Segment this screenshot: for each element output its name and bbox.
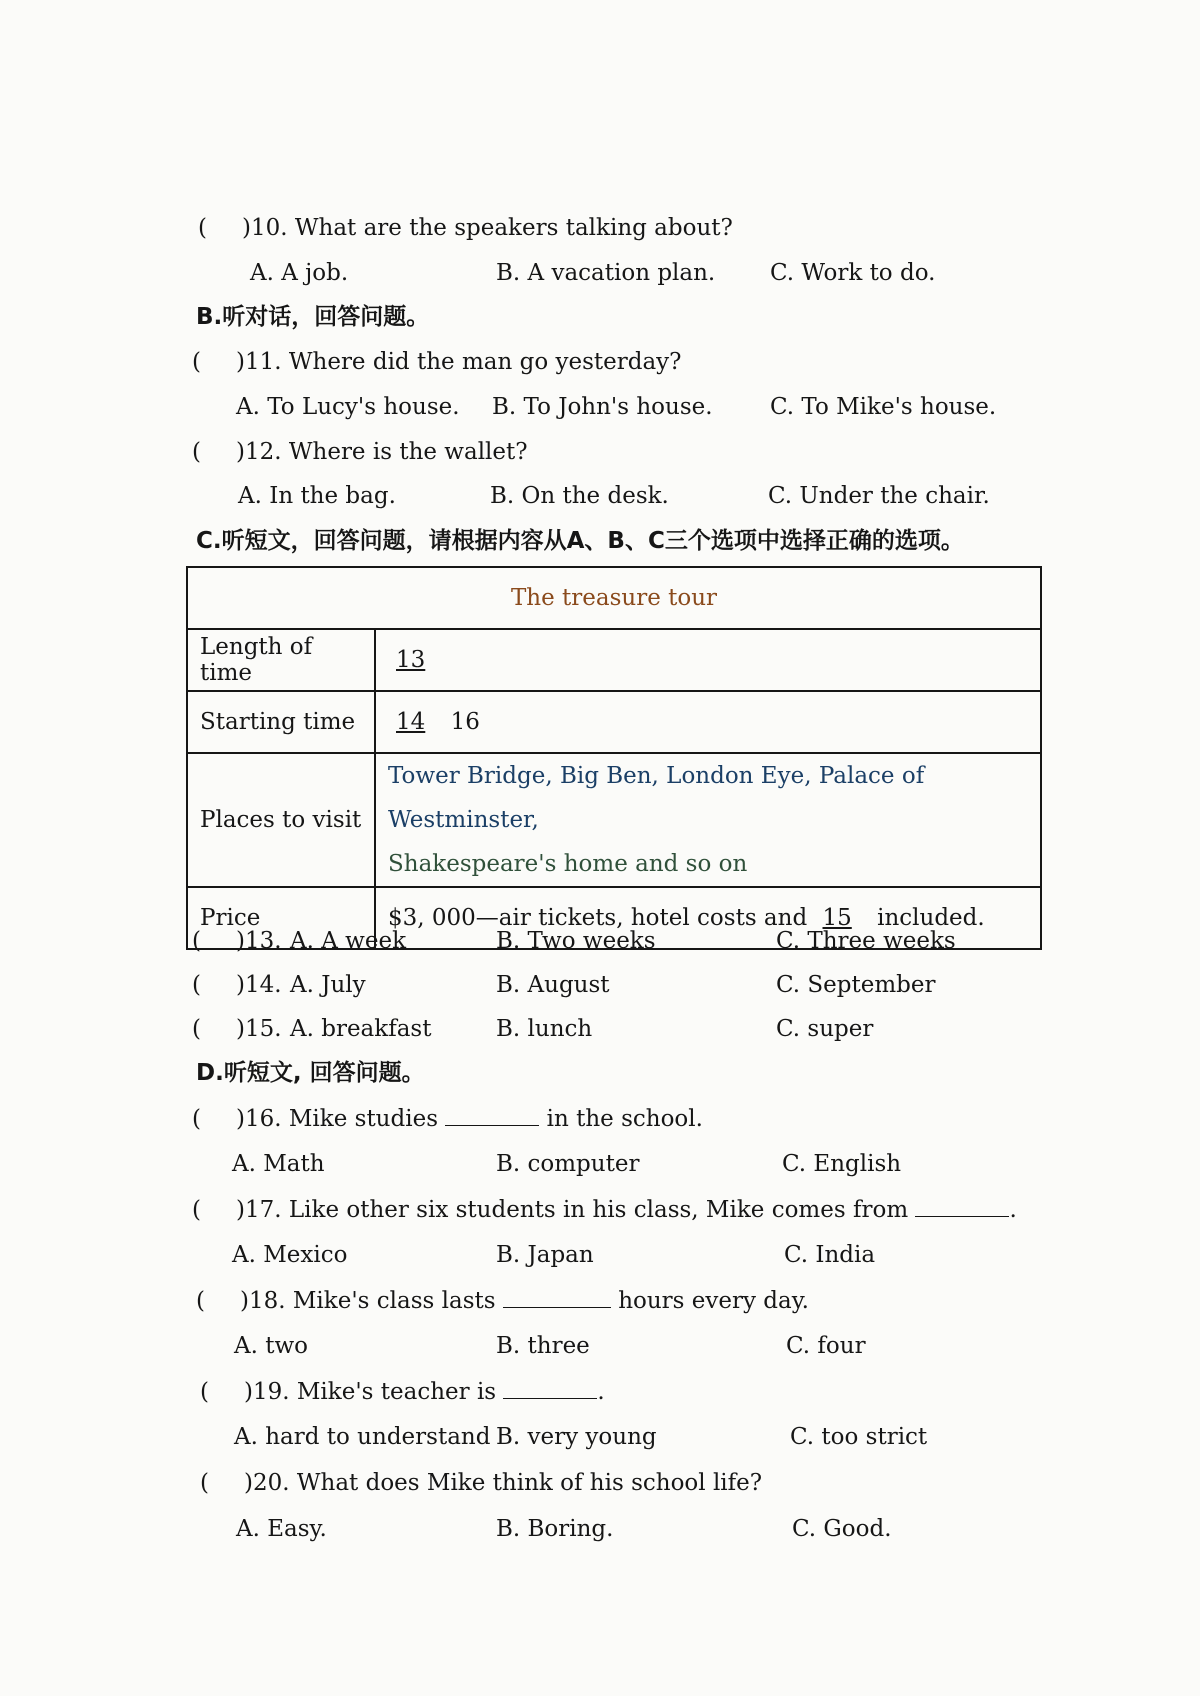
question-stem: Where is the wallet?	[288, 439, 528, 465]
option-a[interactable]: A. In the bag.	[238, 483, 396, 509]
question-number: )20.	[244, 1470, 290, 1496]
question-number: )11.	[236, 349, 282, 375]
option-b[interactable]: B. Boring.	[496, 1516, 614, 1542]
option-c[interactable]: C. Good.	[792, 1516, 892, 1542]
row-label: Starting time	[187, 691, 375, 753]
answer-paren[interactable]: (	[198, 215, 207, 241]
table-row	[187, 691, 1041, 753]
answer-blank[interactable]: 15	[822, 905, 852, 931]
question-stem-end: .	[1009, 1197, 1017, 1223]
question-17	[192, 1194, 1017, 1225]
question-13	[192, 926, 282, 956]
option-c[interactable]: C. Work to do.	[770, 260, 936, 286]
option-b[interactable]: B. three	[496, 1333, 590, 1359]
places-line-1: Tower Bridge, Big Ben, London Eye, Palace of Westminster,	[388, 763, 925, 833]
table-row	[187, 753, 1041, 887]
treasure-tour-table	[186, 566, 1042, 950]
question-stem-end: hours every day.	[618, 1288, 809, 1314]
question-stem: Where did the man go yesterday?	[288, 349, 682, 375]
option-c[interactable]: C. Three weeks	[776, 928, 956, 954]
price-suffix: included.	[877, 905, 985, 931]
answer-blank[interactable]: 14	[396, 709, 426, 735]
question-number: )16.	[236, 1106, 282, 1132]
answer-paren[interactable]: (	[192, 972, 201, 998]
question-15	[192, 1014, 282, 1044]
question-number: )19.	[244, 1379, 290, 1405]
answer-blank[interactable]	[503, 1285, 611, 1308]
section-d-heading: D.听短文, 回答问题。	[196, 1060, 425, 1086]
table-title: The treasure tour	[187, 567, 1041, 629]
option-b[interactable]: B. A vacation plan.	[496, 260, 716, 286]
option-a[interactable]: A. hard to understand	[234, 1424, 491, 1450]
answer-paren[interactable]: (	[196, 1288, 205, 1314]
price-text: $3, 000—air tickets, hotel costs and	[388, 905, 808, 931]
question-11	[192, 347, 682, 377]
option-a[interactable]: A. To Lucy's house.	[236, 394, 460, 420]
option-b[interactable]: B. computer	[496, 1151, 640, 1177]
option-b[interactable]: B. Japan	[496, 1242, 594, 1268]
option-c[interactable]: C. To Mike's house.	[770, 394, 997, 420]
option-a[interactable]: A. Math	[232, 1151, 325, 1177]
section-b-heading: B.听对话，回答问题。	[196, 304, 430, 330]
question-18	[196, 1285, 809, 1316]
question-stem: What does Mike think of his school life?	[296, 1470, 763, 1496]
question-number: )14.	[236, 972, 282, 998]
question-stem: Mike's class lasts	[292, 1288, 496, 1314]
option-c[interactable]: C. super	[776, 1016, 874, 1042]
question-number: )10.	[242, 215, 288, 241]
table-row	[187, 629, 1041, 691]
row-value	[375, 753, 1041, 887]
option-a[interactable]: A. two	[234, 1333, 309, 1359]
answer-paren[interactable]: (	[192, 1016, 201, 1042]
places-line-2: Shakespeare's home and so on	[388, 851, 748, 877]
answer-paren[interactable]: (	[192, 349, 201, 375]
question-12	[192, 437, 528, 467]
row-label: Price	[187, 887, 375, 949]
option-a[interactable]: A. A week	[290, 928, 406, 954]
row-value	[375, 691, 1041, 753]
answer-blank[interactable]	[503, 1376, 597, 1399]
question-10	[198, 213, 733, 243]
option-a[interactable]: A. Easy.	[236, 1516, 327, 1542]
question-stem: Mike's teacher is	[296, 1379, 497, 1405]
option-b[interactable]: B. August	[496, 972, 610, 998]
question-stem: Mike studies	[288, 1106, 438, 1132]
row-label: Length of time	[187, 629, 375, 691]
question-stem: Like other six students in his class, Mike comes from	[288, 1197, 909, 1223]
option-a[interactable]: A. July	[290, 972, 366, 998]
option-c[interactable]: C. India	[784, 1242, 876, 1268]
answer-blank[interactable]	[445, 1103, 539, 1126]
option-b[interactable]: B. very young	[496, 1424, 657, 1450]
answer-paren[interactable]: (	[200, 1470, 209, 1496]
answer-paren[interactable]: (	[192, 439, 201, 465]
question-stem-end: .	[597, 1379, 605, 1405]
answer-blank[interactable]	[915, 1194, 1009, 1217]
option-c[interactable]: C. four	[786, 1333, 866, 1359]
row-label: Places to visit	[187, 753, 375, 887]
section-c-heading: C.听短文，回答问题，请根据内容从A、B、C三个选项中选择正确的选项。	[196, 528, 964, 554]
row-value	[375, 629, 1041, 691]
answer-paren[interactable]: (	[200, 1379, 209, 1405]
question-20	[200, 1468, 762, 1498]
option-b[interactable]: B. On the desk.	[490, 483, 669, 509]
question-stem: What are the speakers talking about?	[294, 215, 733, 241]
answer-paren[interactable]: (	[192, 1106, 201, 1132]
question-14	[192, 970, 282, 1000]
option-b[interactable]: B. lunch	[496, 1016, 593, 1042]
answer-blank[interactable]: 13	[396, 647, 426, 673]
row-extra-text: 16	[450, 709, 480, 735]
question-19	[200, 1376, 605, 1407]
answer-paren[interactable]: (	[192, 1197, 201, 1223]
option-c[interactable]: C. English	[782, 1151, 902, 1177]
option-a[interactable]: A. breakfast	[290, 1016, 432, 1042]
option-c[interactable]: C. September	[776, 972, 936, 998]
option-c[interactable]: C. too strict	[790, 1424, 928, 1450]
question-number: )15.	[236, 1016, 282, 1042]
option-a[interactable]: A. A job.	[250, 260, 349, 286]
question-16	[192, 1103, 703, 1134]
question-number: )12.	[236, 439, 282, 465]
answer-paren[interactable]: (	[192, 928, 201, 954]
question-stem-end: in the school.	[546, 1106, 703, 1132]
question-number: )18.	[240, 1288, 286, 1314]
option-b[interactable]: B. To John's house.	[492, 394, 713, 420]
option-c[interactable]: C. Under the chair.	[768, 483, 990, 509]
option-a[interactable]: A. Mexico	[232, 1242, 348, 1268]
question-number: )13.	[236, 928, 282, 954]
question-number: )17.	[236, 1197, 282, 1223]
option-b[interactable]: B. Two weeks	[496, 928, 656, 954]
